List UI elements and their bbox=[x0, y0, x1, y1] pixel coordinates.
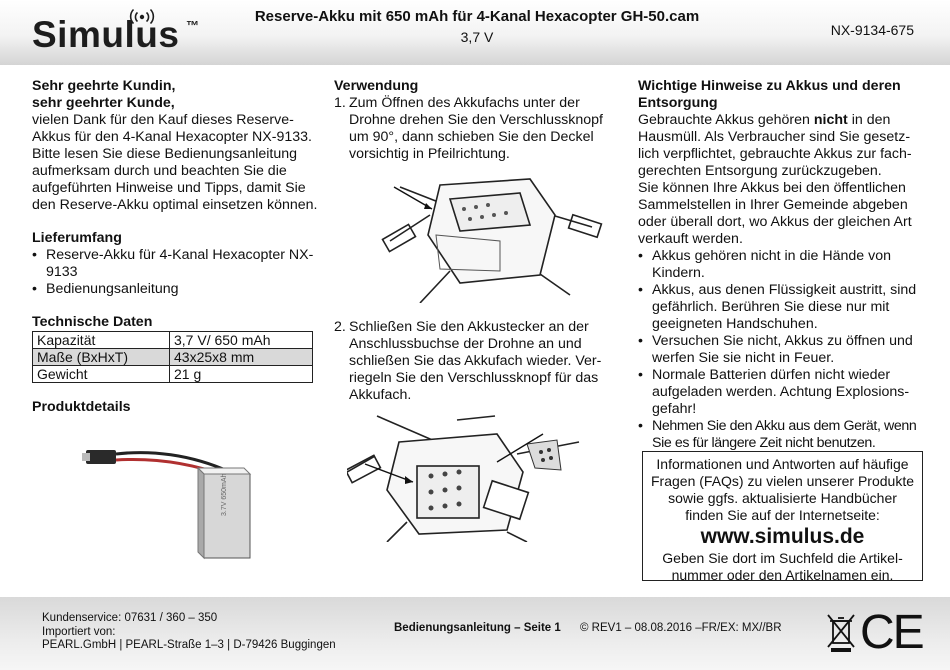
customer-service: Kundenservice: 07631 / 360 – 350 bbox=[42, 612, 218, 624]
info-text-2: Geben Sie dort im Suchfeld die Artikelnummer oder den Artikelnamen ein. bbox=[662, 550, 903, 583]
table-cell: 43x25x8 mm bbox=[170, 349, 313, 366]
weee-bin-icon bbox=[826, 613, 856, 653]
battery-image bbox=[80, 436, 260, 562]
table-cell: Kapazität bbox=[33, 332, 170, 349]
disposal-paragraph-2: Sie können Ihre Akkus bei den öffentlichen Sammelstellen in Ihrer Gemeinde abgeben oder überall dort, wo Akkus der gleichen Art verkauft werden. bbox=[638, 180, 912, 247]
ce-mark-icon: CE bbox=[860, 606, 923, 659]
table-cell: 3,7 V/ 650 mAh bbox=[170, 332, 313, 349]
column-usage-step2 bbox=[334, 319, 614, 404]
simulus-logo bbox=[32, 8, 212, 56]
list-item: • Versuchen Sie nicht, Akkus zu öffnen und werfen Sie sie nicht in Feuer. bbox=[638, 333, 923, 367]
list-item: • Normale Batterien dürfen nicht wieder aufgeladen werden. Achtung Explosionsgefahr! bbox=[638, 367, 923, 418]
emphasis-span: nicht bbox=[813, 112, 848, 128]
table-row bbox=[33, 332, 313, 349]
step-number: 1. bbox=[334, 95, 346, 111]
usage-heading: Verwendung bbox=[334, 78, 419, 94]
info-box bbox=[642, 451, 923, 581]
page-subtitle: 3,7 V bbox=[460, 29, 494, 45]
step-text: Schließen Sie den Akkustecker an der Anschlussbuchse der Drohne an und schließen Sie das Akkufach wieder. Verriegeln Sie den Verschlussknopf für das Akkufach. bbox=[349, 319, 602, 403]
disposal-paragraph-1 bbox=[638, 112, 923, 180]
table-cell: Gewicht bbox=[33, 366, 170, 383]
imported-by: Importiert von: bbox=[42, 625, 116, 638]
logo-trademark: ™ bbox=[186, 18, 199, 33]
drone-open-hatch-image bbox=[380, 175, 605, 303]
footer-contact bbox=[42, 612, 336, 653]
list-item: • Akkus gehören nicht in die Hände von Kindern. bbox=[638, 248, 923, 282]
scope-list bbox=[32, 247, 322, 298]
intro-text: vielen Dank für den Kauf dieses Reserve-Akkus für den 4-Kanal Hexacopter NX-9133. Bitte lesen Sie diese Bedienungsanleitung aufmerksam durch und beachten Sie die aufgeführten Hinweise und Tipps, damit Sie den Reserve-Akku optimal einsetzen können. bbox=[32, 112, 318, 213]
greeting-line-1: Sehr geehrte Kundin, bbox=[32, 78, 176, 94]
usage-steps bbox=[334, 95, 614, 163]
step-number: 2. bbox=[334, 319, 346, 335]
column-disposal bbox=[638, 78, 923, 452]
website-link[interactable]: www.simulus.de bbox=[700, 525, 865, 548]
page-footer bbox=[0, 597, 950, 670]
text-span: Gebrauchte Akkus gehören bbox=[638, 112, 814, 128]
greeting-line-2: sehr geehrter Kunde, bbox=[32, 95, 175, 111]
list-item: • Bedienungsanleitung bbox=[32, 281, 322, 298]
column-usage bbox=[334, 78, 614, 163]
step-item bbox=[334, 95, 614, 163]
table-row bbox=[33, 349, 313, 366]
revision-info: © REV1 – 08.08.2016 –FR/EX: MX//BR bbox=[580, 622, 782, 634]
usage-steps bbox=[334, 319, 614, 404]
list-item: • Akkus, aus denen Flüssigkeit austritt, sind gefährlich. Berühren Sie diese nur mit geeigneten Handschuhen. bbox=[638, 282, 923, 333]
address: PEARL.GmbH | PEARL-Straße 1–3 | D-79426 Buggingen bbox=[42, 639, 336, 651]
text-span: in den Hausmüll. Als Verbraucher sind Sie gesetzlich verpflichtet, gebrauchte Akkus zur fachgerechten Entsorgung zurückzugeben. bbox=[638, 112, 912, 179]
table-cell: Maße (BxHxT) bbox=[33, 349, 170, 366]
disposal-heading: Wichtige Hinweise zu Akkus und deren Entsorgung bbox=[638, 78, 901, 111]
drone-battery-connect-image bbox=[347, 412, 609, 542]
tech-table bbox=[32, 331, 313, 383]
step-item bbox=[334, 319, 614, 404]
list-item: • Nehmen Sie den Akku aus dem Gerät, wenn Sie es für längere Zeit nicht benutzen. bbox=[638, 418, 923, 452]
column-intro bbox=[32, 78, 322, 416]
table-row bbox=[33, 366, 313, 383]
scope-heading: Lieferumfang bbox=[32, 230, 122, 246]
page-header bbox=[0, 0, 950, 65]
step-text: Zum Öffnen des Akkufachs unter der Drohne drehen Sie den Verschlussknopf um 90°, dann schieben Sie den Deckel vorsichtig in Pfeilrichtung. bbox=[349, 95, 603, 162]
tech-heading: Technische Daten bbox=[32, 314, 153, 330]
table-cell: 21 g bbox=[170, 366, 313, 383]
safety-list bbox=[638, 248, 923, 452]
info-text-1: Informationen und Antworten auf häufige Fragen (FAQs) zu vielen unserer Produkte sowie ggfs. aktualisierte Handbücher finden Sie auf der Internetseite: bbox=[651, 456, 915, 523]
page-title: Reserve-Akku mit 650 mAh für 4-Kanal Hexacopter GH-50.cam bbox=[254, 8, 700, 25]
details-heading: Produktdetails bbox=[32, 399, 131, 415]
logo-wordmark: Simulus bbox=[32, 14, 180, 55]
page-number: Bedienungsanleitung – Seite 1 bbox=[394, 622, 561, 634]
item-code: NX-9134-675 bbox=[830, 22, 914, 38]
svg-text:3.7V 650mAh: 3.7V 650mAh bbox=[221, 473, 228, 516]
list-item: • Reserve-Akku für 4-Kanal Hexacopter NX-9133 bbox=[32, 247, 322, 281]
